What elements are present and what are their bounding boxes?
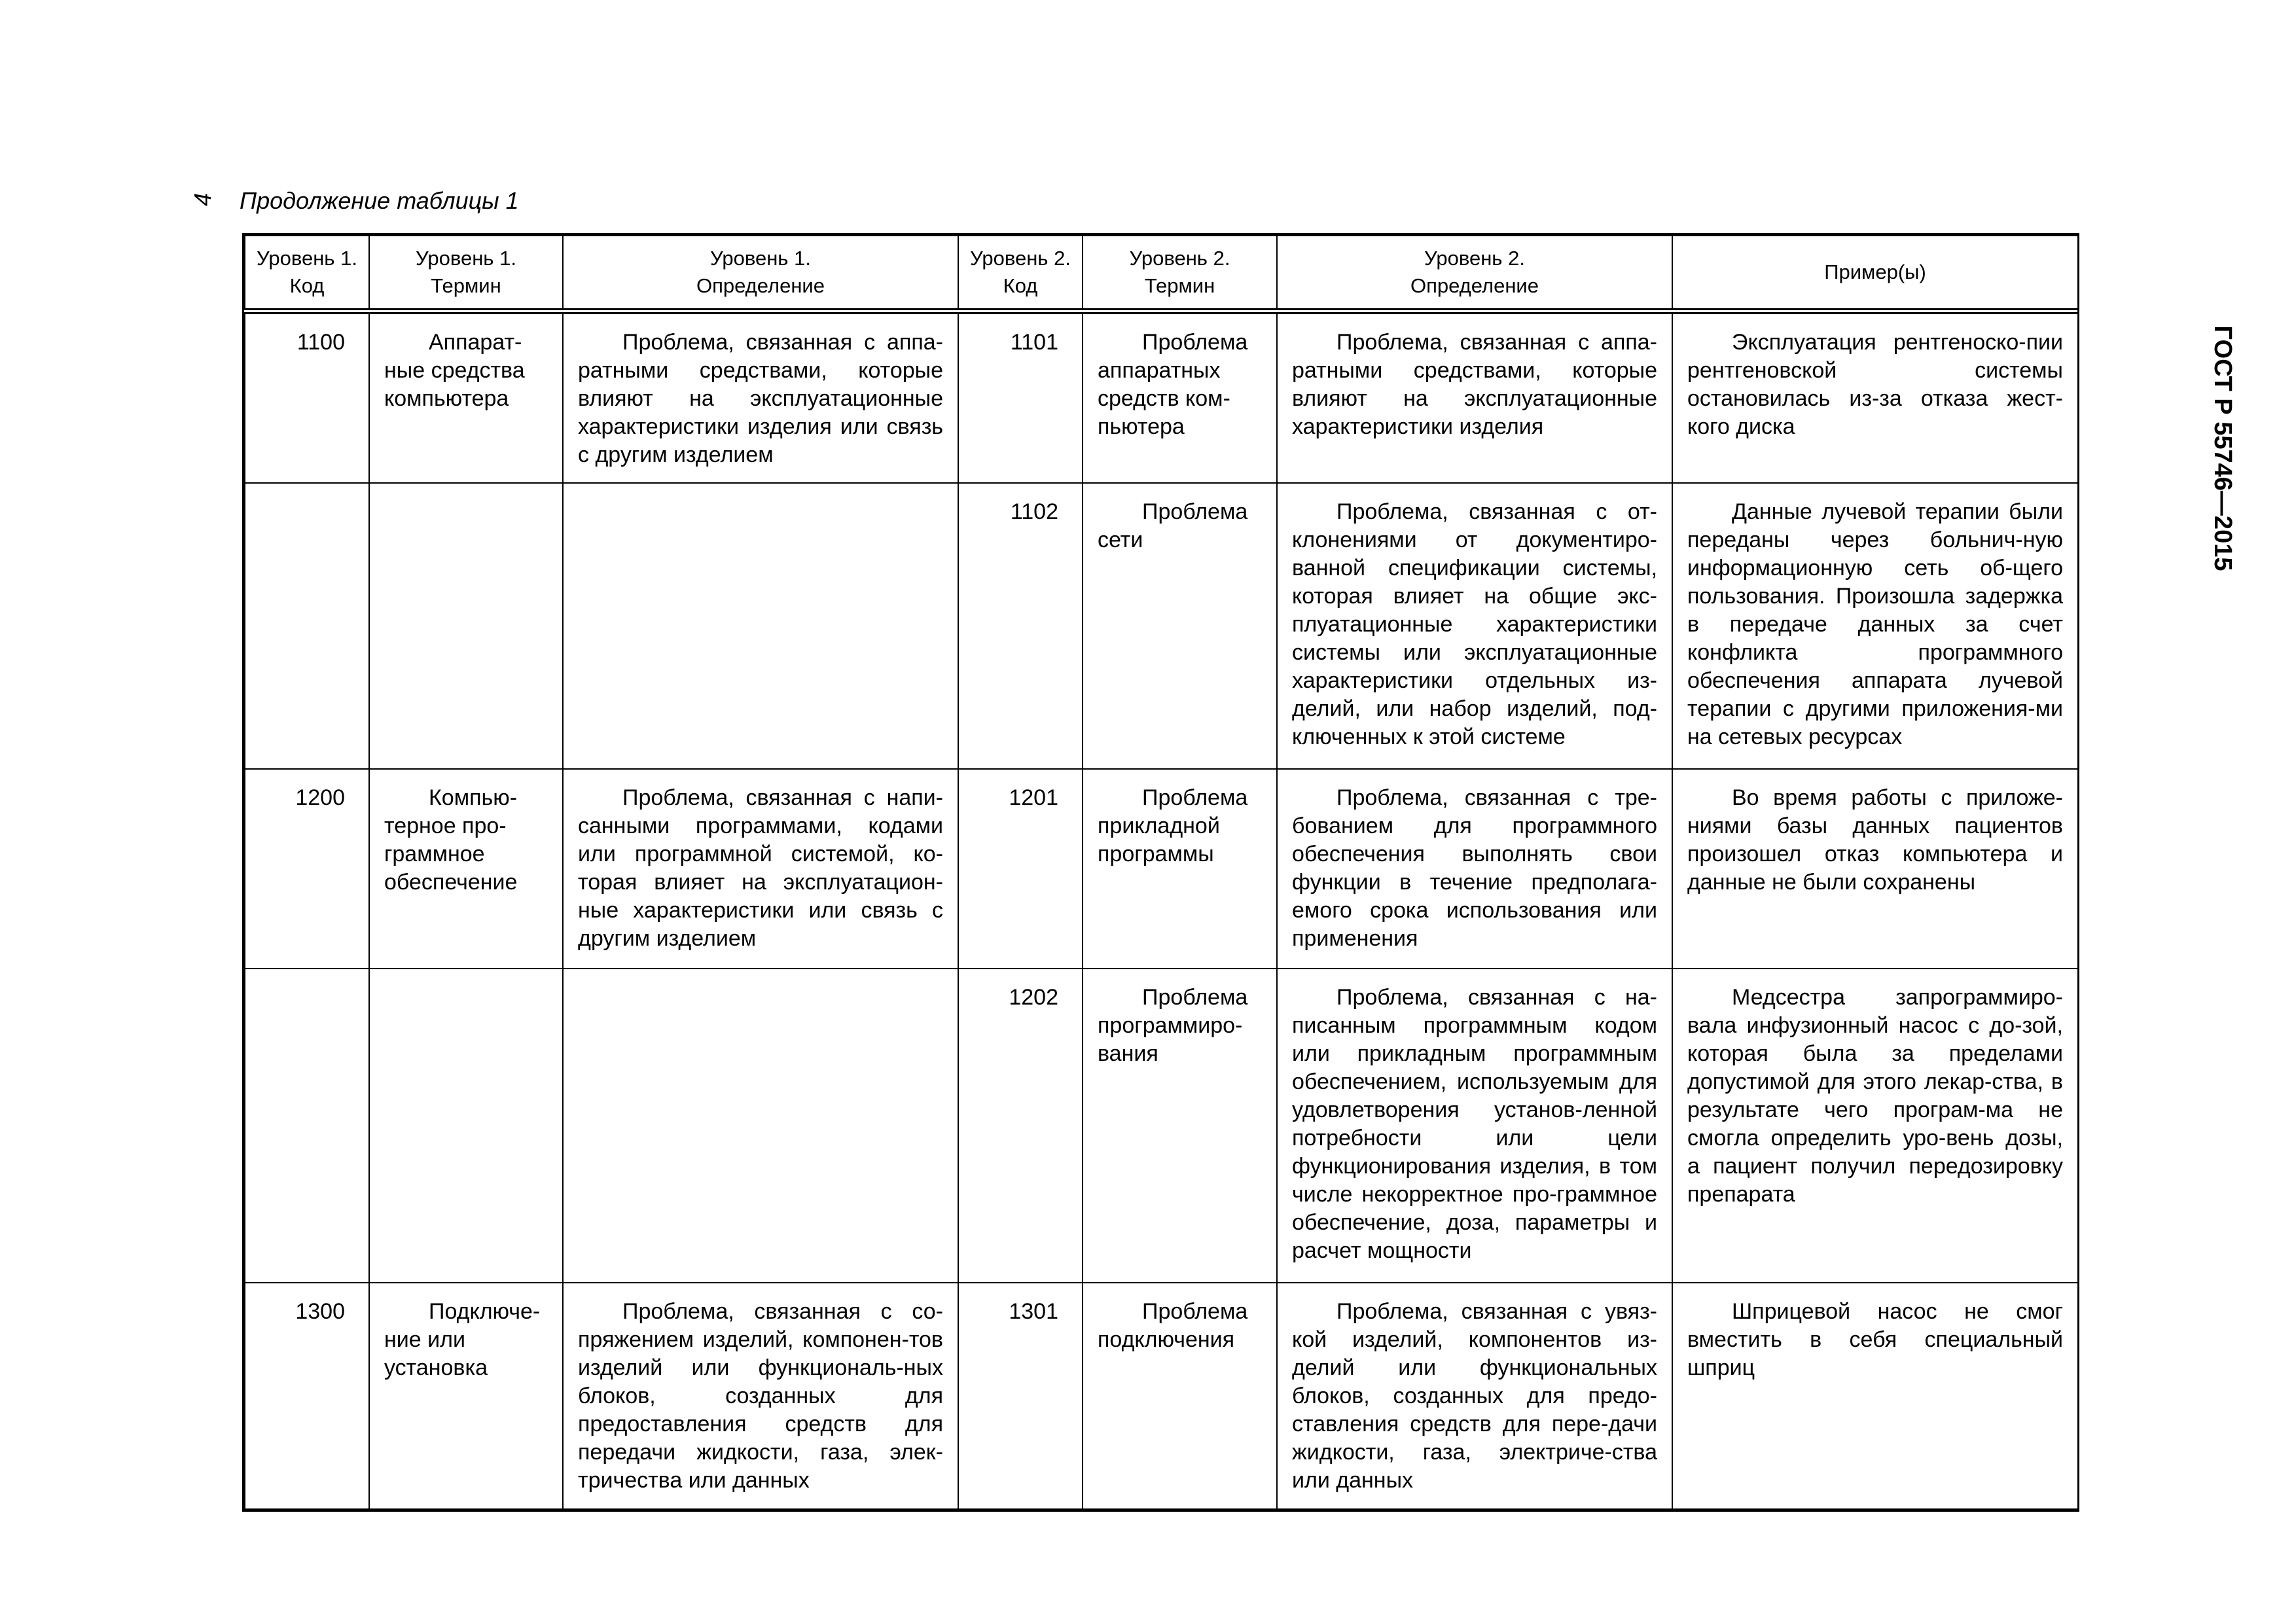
l2-definition-cell: Проблема, связанная с увяз-кой изделий, компонентов из-делий или функциональных блоков, созданных для предо-ставления средств для пере-дачи жидкости, газа, электриче-ства или данных	[1277, 1283, 1672, 1510]
l2-term-cell: Проблема сети	[1083, 483, 1277, 769]
l2-code-cell: 1202	[958, 969, 1083, 1283]
table-header-row	[245, 236, 2078, 312]
table-row	[245, 969, 2078, 1283]
l1-code-cell: 1300	[245, 1283, 369, 1510]
header-l2-term: Уровень 2. Термин	[1083, 236, 1277, 312]
l1-term-cell: Подключе-ние или установка	[369, 1283, 563, 1510]
l1-code-cell	[245, 483, 369, 769]
l2-definition-cell: Проблема, связанная с тре-бованием для программного обеспечения выполнять свои функции в течение предполага-емого срока использования или применения	[1277, 769, 1672, 969]
header-l2-definition: Уровень 2. Определение	[1277, 236, 1672, 312]
l2-definition-cell: Проблема, связанная с на-писанным программным кодом или прикладным программным обеспечением, используемым для удовлетворения установ-ленной потребности или цели функционирования изделия, в том числе некорректное про-граммное обеспечение, доза, параметры и расчет мощности	[1277, 969, 1672, 1283]
l2-term-cell: Проблема аппаратных средств ком-пьютера	[1083, 312, 1277, 483]
l2-term-cell: Проблема подключения	[1083, 1283, 1277, 1510]
l1-definition-cell: Проблема, связанная с аппа-ратными средствами, которые влияют на эксплуатационные характеристики изделия или связь с другим изделием	[563, 312, 958, 483]
l2-code-cell: 1101	[958, 312, 1083, 483]
table-caption: Продолжение таблицы 1	[240, 187, 519, 214]
page-number: 4	[189, 192, 217, 207]
l2-code-cell: 1301	[958, 1283, 1083, 1510]
l1-term-cell	[369, 969, 563, 1283]
l2-term-cell: Проблема прикладной программы	[1083, 769, 1277, 969]
table-row	[245, 312, 2078, 483]
header-l1-code: Уровень 1. Код	[245, 236, 369, 312]
header-l1-definition: Уровень 1. Определение	[563, 236, 958, 312]
classification-table	[242, 233, 2079, 1512]
l1-code-cell: 1200	[245, 769, 369, 969]
l1-definition-cell: Проблема, связанная с со-пряжением изделий, компонен-тов изделий или функциональ-ных блоков, созданных для предоставления средств для передачи жидкости, газа, элек-тричества или данных	[563, 1283, 958, 1510]
l1-term-cell: Аппарат-ные средства компьютера	[369, 312, 563, 483]
example-cell: Шприцевой насос не смог вместить в себя специальный шприц	[1672, 1283, 2078, 1510]
header-l1-term: Уровень 1. Термин	[369, 236, 563, 312]
header-examples: Пример(ы)	[1672, 236, 2078, 312]
example-cell: Медсестра запрограммиро-вала инфузионный насос с до-зой, которая была за пределами допустимой для этого лекар-ства, в результате чего програм-ма не смогла определить уро-вень дозы, а пациент получил передозировку препарата	[1672, 969, 2078, 1283]
example-cell: Данные лучевой терапии были переданы через больнич-ную информационную сеть об-щего пользования. Произошла задержка в передаче данных за счет конфликта программного обеспечения аппарата лучевой терапии с другими приложения-ми на сетевых ресурсах	[1672, 483, 2078, 769]
l2-definition-cell: Проблема, связанная с от-клонениями от документиро-ванной спецификации системы, которая влияет на общие экс-плуатационные характеристики системы или эксплуатационные характеристики отдельных из-делий, или набор изделий, под-ключенных к этой системе	[1277, 483, 1672, 769]
l2-code-cell: 1201	[958, 769, 1083, 969]
l1-definition-cell	[563, 483, 958, 769]
l2-term-cell: Проблема программиро-вания	[1083, 969, 1277, 1283]
l1-code-cell	[245, 969, 369, 1283]
l2-definition-cell: Проблема, связанная с аппа-ратными средствами, которые влияют на эксплуатационные характеристики изделия	[1277, 312, 1672, 483]
header-l2-code: Уровень 2. Код	[958, 236, 1083, 312]
l1-definition-cell: Проблема, связанная с напи-санными программами, кодами или программной системой, ко-торая влияет на эксплуатацион-ные характеристики или связь с другим изделием	[563, 769, 958, 969]
example-cell: Эксплуатация рентгеноско-пии рентгеновской системы остановилась из-за отказа жест-кого диска	[1672, 312, 2078, 483]
l1-code-cell: 1100	[245, 312, 369, 483]
document-id: ГОСТ Р 55746—2015	[2209, 325, 2236, 571]
table-row	[245, 769, 2078, 969]
l1-term-cell: Компью-терное про-граммное обеспечение	[369, 769, 563, 969]
table-row	[245, 483, 2078, 769]
l2-code-cell: 1102	[958, 483, 1083, 769]
table-row	[245, 1283, 2078, 1510]
example-cell: Во время работы с приложе-ниями базы данных пациентов произошел отказ компьютера и данные не были сохранены	[1672, 769, 2078, 969]
l1-term-cell	[369, 483, 563, 769]
l1-definition-cell	[563, 969, 958, 1283]
